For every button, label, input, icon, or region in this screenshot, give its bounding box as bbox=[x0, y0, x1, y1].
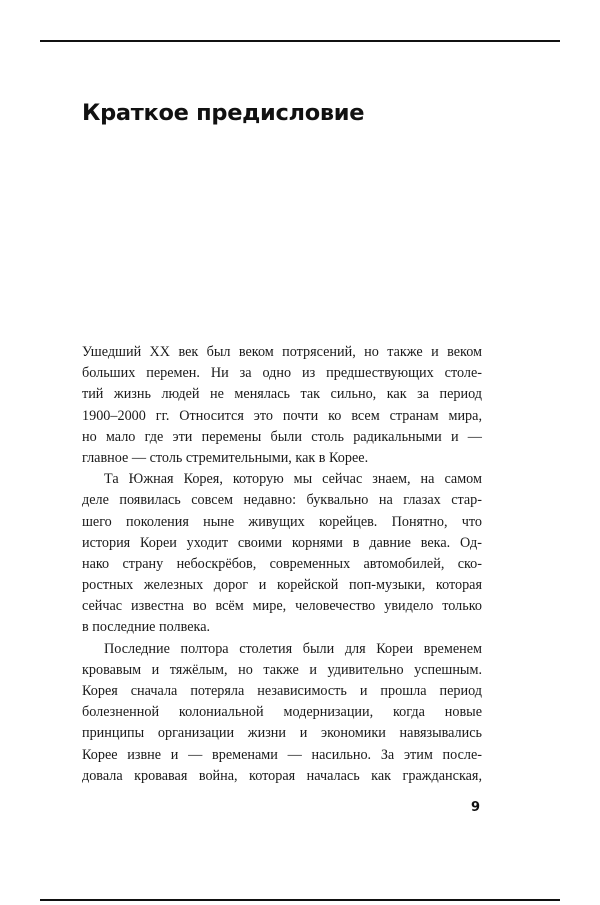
text-line: кровавым и тяжёлым, но также и удивительно успешным. bbox=[82, 661, 482, 678]
paragraph-1 bbox=[82, 342, 482, 469]
text-line: принципы организации жизни и экономики навязывались bbox=[82, 725, 482, 742]
paragraph-2 bbox=[82, 469, 482, 639]
text-line: 1900–2000 гг. Относится это почти ко всем странам мира, bbox=[82, 407, 482, 424]
body-text bbox=[82, 342, 482, 787]
text-line: болезненной колониальной модернизации, когда новые bbox=[82, 704, 482, 721]
text-line: деле появилась совсем недавно: буквально на глазах стар- bbox=[82, 492, 482, 509]
text-line: история Кореи уходит своими корнями в давние века. Од- bbox=[82, 534, 482, 551]
text-line: довала кровавая война, которая началась как гражданская, bbox=[82, 767, 482, 784]
text-line: Последние полтора столетия были для Кореи временем bbox=[104, 640, 482, 657]
chapter-title: Краткое предисловие bbox=[82, 100, 365, 126]
bottom-rule bbox=[40, 899, 560, 901]
text-line: но мало где эти перемены были столь радикальными и — bbox=[82, 428, 482, 445]
top-rule bbox=[40, 40, 560, 42]
text-line: тий жизнь людей не менялась так сильно, как за период bbox=[82, 386, 482, 403]
text-line: Ушедший XX век был веком потрясений, но также и веком bbox=[82, 344, 482, 360]
text-line: нако страну небоскрёбов, современных автомобилей, ско- bbox=[82, 555, 482, 572]
text-line: больших перемен. Ни за одно из предшествующих столе- bbox=[82, 365, 482, 382]
page-number: 9 bbox=[470, 800, 480, 815]
text-line: Корея сначала потеряла независимость и прошла период bbox=[82, 683, 482, 699]
text-line: ростных железных дорог и корейской поп-музыки, которая bbox=[82, 577, 482, 594]
text-line: шего поколения ныне живущих корейцев. Понятно, что bbox=[82, 513, 482, 530]
paragraph-3 bbox=[82, 639, 482, 787]
text-line: в последние полвека. bbox=[82, 619, 211, 636]
text-line: сейчас известна во всём мире, человечество увидело только bbox=[82, 598, 482, 615]
text-line: Корее извне и — временами — насильно. За этим после- bbox=[82, 746, 482, 763]
text-line: главное — столь стремительными, как в Корее. bbox=[82, 449, 369, 466]
text-line: Та Южная Корея, которую мы сейчас знаем, на самом bbox=[104, 471, 482, 488]
